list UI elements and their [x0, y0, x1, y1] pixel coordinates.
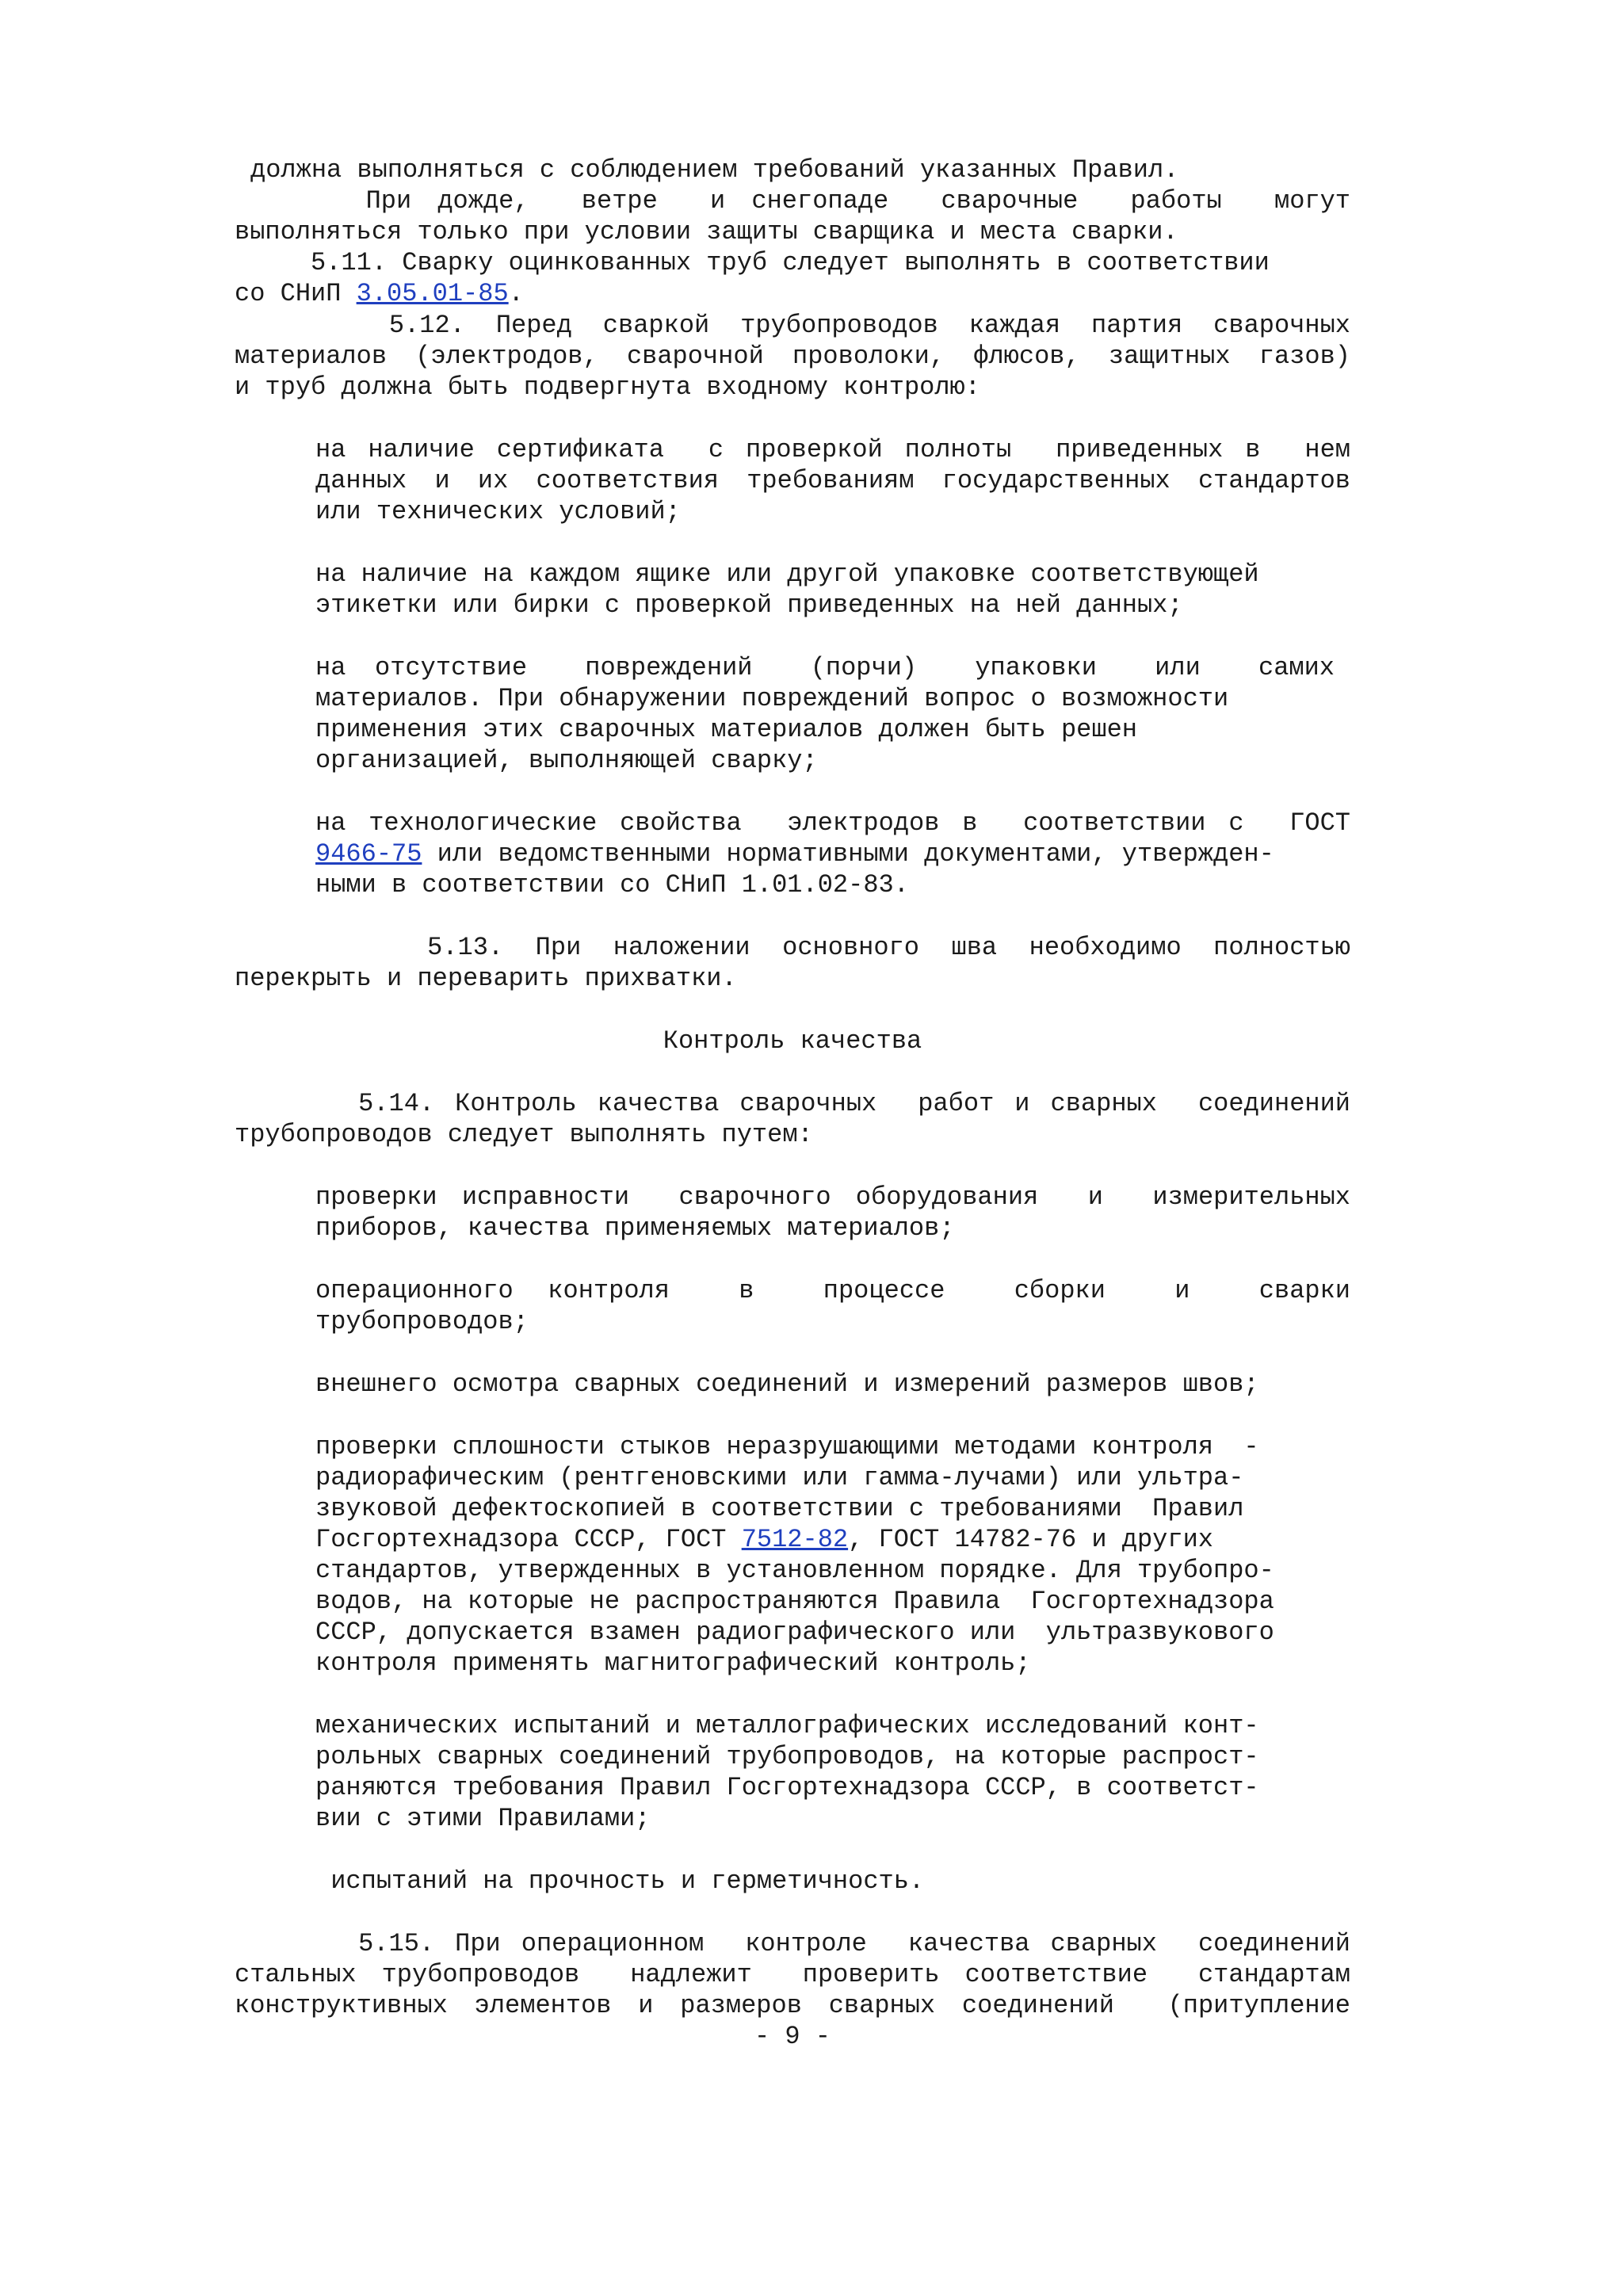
gost-9466-75-link[interactable]: 9466-75: [315, 839, 422, 869]
section-heading: Контроль качества: [663, 1026, 922, 1056]
text-line: 5.11. Сварку оцинкованных труб следует выполнять в соответствии: [235, 248, 1270, 277]
list-item-line: на отсутствие повреждений (порчи) упаковки или самих: [315, 653, 1335, 682]
list-item-line: на наличие сертификата с проверкой полноты приведенных в нем: [315, 435, 1350, 464]
list-item-line: или технических условий;: [315, 497, 681, 526]
list-item-line: [315, 1524, 1350, 1556]
list-item-line: на технологические свойства электродов в соответствии с ГОСТ: [315, 808, 1350, 838]
list-item-line: механических испытаний и металлографических исследований конт-: [315, 1711, 1259, 1740]
list-item-line: контроля применять магнитографический контроль;: [315, 1648, 1031, 1678]
list-item-line: рольных сварных соединений трубопроводов, на которые распрост-: [315, 1742, 1259, 1771]
text-line: 5.12. Перед сваркой трубопроводов каждая партия сварочных: [235, 311, 1350, 340]
list-item-line: раняются требования Правил Госгортехнадзора СССР, в соответст-: [315, 1773, 1259, 1802]
list-item-line: материалов. При обнаружении повреждений вопрос о возможности: [315, 684, 1229, 713]
list-item-line: стандартов, утвержденных в установленном порядке. Для трубопро-: [315, 1556, 1274, 1585]
text-line: должна выполняться с соблюдением требований указанных Правил.: [250, 155, 1179, 185]
list-item-line: этикетки или бирки с проверкой приведенных на ней данных;: [315, 590, 1183, 620]
text-line: трубопроводов следует выполнять путем:: [235, 1120, 813, 1149]
list-item-line: организацией, выполняющей сварку;: [315, 746, 818, 775]
list-item-line: данных и их соответствия требованиям государственных стандартов: [315, 466, 1350, 495]
list-item-line: ными в соответствии со СНиП 1.01.02-83.: [315, 870, 909, 900]
list-item-line: внешнего осмотра сварных соединений и измерений размеров швов;: [315, 1370, 1259, 1399]
text-line: 5.13. При наложении основного шва необходимо полностью: [235, 933, 1350, 962]
list-item-line: СССР, допускается взамен радиографического или ультразвукового: [315, 1618, 1274, 1647]
list-item-line: вии с этими Правилами;: [315, 1804, 651, 1833]
text-span: , ГОСТ 14782-76 и других: [848, 1525, 1213, 1554]
text-line: перекрыть и переварить прихватки.: [235, 964, 737, 993]
text-line: стальных трубопроводов надлежит проверить соответствие стандартам: [235, 1960, 1350, 1989]
list-item-line: применения этих сварочных материалов должен быть решен: [315, 715, 1137, 744]
page-number: - 9 -: [754, 2022, 831, 2051]
text-line: 5.14. Контроль качества сварочных работ и сварных соединений: [235, 1089, 1350, 1118]
text-line: выполняться только при условии защиты сварщика и места сварки.: [235, 217, 1178, 246]
text-span: Госгортехнадзора СССР, ГОСТ: [315, 1525, 742, 1554]
list-item-line: радиорафическим (рентгеновскими или гамма-лучами) или ультра-: [315, 1463, 1244, 1492]
list-item-line: проверки сплошности стыков неразрушающими методами контроля -: [315, 1432, 1259, 1461]
snip-3-05-01-85-link[interactable]: 3.05.01-85: [356, 279, 509, 308]
text-line: и труб должна быть подвергнута входному контролю:: [235, 372, 980, 402]
list-item-line: трубопроводов;: [315, 1307, 529, 1336]
list-item-line: на наличие на каждом ящике или другой упаковке соответствующей: [315, 560, 1259, 589]
list-item-line: водов, на которые не распространяются Правила Госгортехнадзора: [315, 1587, 1274, 1616]
list-item-line: проверки исправности сварочного оборудования и измерительных: [315, 1182, 1350, 1212]
text-span: .: [508, 279, 524, 308]
text-line: материалов (электродов, сварочной проволоки, флюсов, защитных газов): [235, 342, 1350, 371]
text-line: конструктивных элементов и размеров сварных соединений (притупление: [235, 1991, 1350, 2020]
list-item-line: приборов, качества применяемых материалов;: [315, 1213, 955, 1243]
list-item-line: испытаний на прочность и герметичность.: [315, 1866, 925, 1896]
text-line: [235, 278, 1350, 310]
text-span: со СНиП: [235, 279, 357, 308]
list-item-line: звуковой дефектоскопией в соответствии с требованиями Правил: [315, 1494, 1244, 1523]
list-item-line: операционного контроля в процессе сборки и сварки: [315, 1276, 1350, 1305]
text-span: или ведомственными нормативными документами, утвержден-: [422, 839, 1274, 869]
text-line: При дожде, ветре и снегопаде сварочные работы могут: [235, 186, 1350, 216]
list-item-line: [315, 839, 1350, 870]
gost-7512-82-link[interactable]: 7512-82: [741, 1525, 849, 1554]
text-line: 5.15. При операционном контроле качества сварных соединений: [235, 1929, 1350, 1958]
